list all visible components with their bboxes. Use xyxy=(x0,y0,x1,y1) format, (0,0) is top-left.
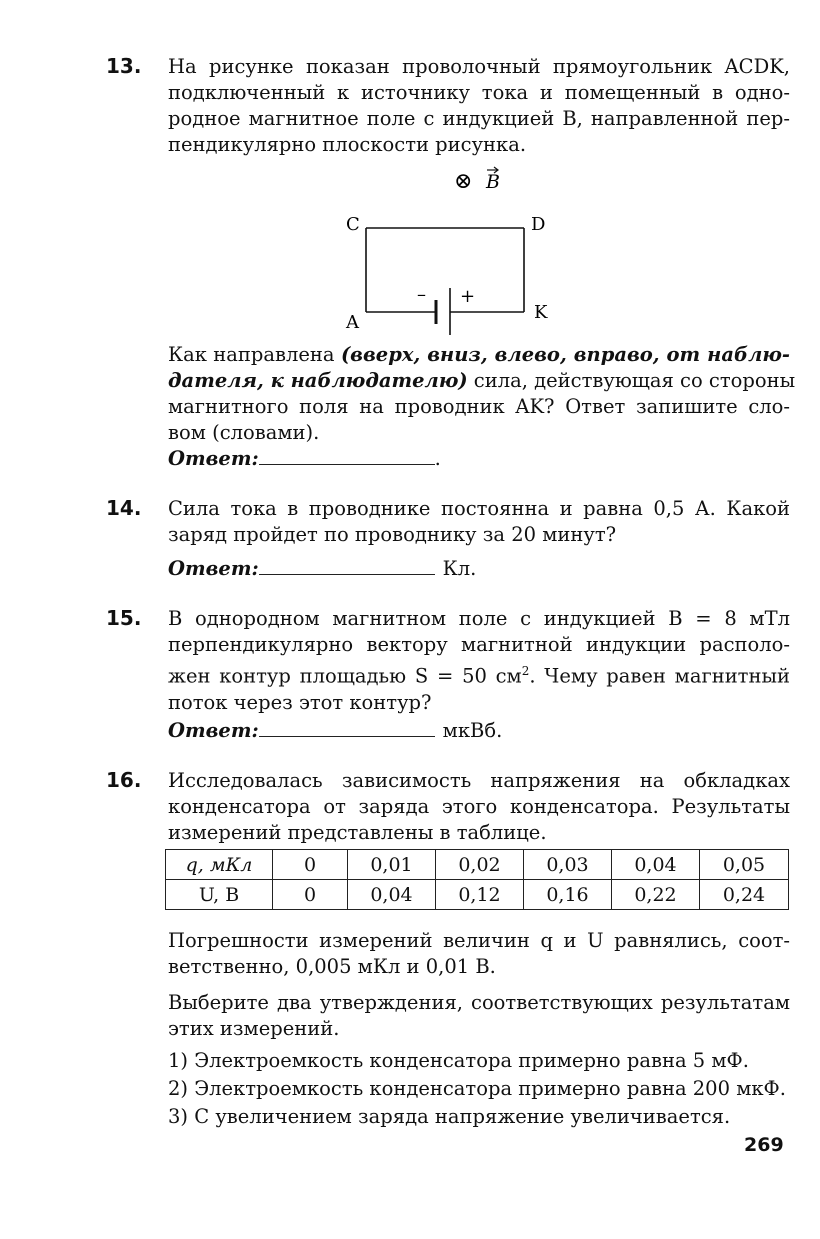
problem-text xyxy=(168,496,790,548)
table-cell: 0,03 xyxy=(524,850,612,880)
text-line: поток через этот контур? xyxy=(168,690,432,714)
text-line: ветственно, 0,005 мКл и 0,01 В. xyxy=(168,955,496,978)
table-cell: 0,22 xyxy=(612,880,700,910)
answer-unit: мкВб. xyxy=(442,719,503,742)
answer-line-15 xyxy=(168,718,502,744)
text-line: этих измерений. xyxy=(168,1017,340,1040)
text-line: дателя, к наблюдателю) сила, действующая со стороны xyxy=(168,369,796,392)
text-line: перпендикулярно вектору магнитной индукции располо- xyxy=(168,633,790,656)
table-cell: 0,04 xyxy=(348,880,436,910)
text-line: На рисунке показан проволочный прямоугольник ACDK, xyxy=(168,55,790,78)
problem-number: 14. xyxy=(106,496,142,520)
measurement-table xyxy=(165,849,789,910)
answer-line-14 xyxy=(168,556,476,582)
problem-13-question xyxy=(168,342,796,446)
text-line: Погрешности измерений величин q и U равнялись, соот- xyxy=(168,929,790,952)
text-line: магнитного поля на проводник AK? Ответ запишите сло- xyxy=(168,395,790,418)
problem-text xyxy=(168,768,790,846)
answer-unit: Кл. xyxy=(442,557,477,580)
page-number: 269 xyxy=(744,1134,784,1156)
table-row-u xyxy=(166,880,789,910)
vertex-a: A xyxy=(346,312,359,333)
text-line: Выберите два утверждения, соответствующих результатам xyxy=(168,991,790,1014)
table-cell: 0,01 xyxy=(348,850,436,880)
problem-text xyxy=(168,54,790,158)
text-line: жен контур площадью S = 50 $см^2$. Чему равен магнитный xyxy=(168,664,790,688)
text-line: пендикулярно плоскости рисунка. xyxy=(168,133,527,156)
vertex-c: C xyxy=(346,214,360,235)
table-row-q xyxy=(166,850,789,880)
text-line: вом (словами). xyxy=(168,421,320,444)
option-2: 2) Электроемкость конденсатора примерно равна 200 мкФ. xyxy=(168,1077,786,1100)
text-line: заряд пройдет по проводнику за 20 минут? xyxy=(168,523,617,546)
table-cell: 0,02 xyxy=(436,850,524,880)
row-header-q: q, мКл xyxy=(166,850,273,880)
table-cell: 0,16 xyxy=(524,880,612,910)
text-line: Сила тока в проводнике постоянна и равна 0,5 А. Какой xyxy=(168,497,790,520)
text-line: измерений представлены в таблице. xyxy=(168,821,547,844)
text-line: конденсатора от заряда этого конденсатора. Результаты xyxy=(168,795,790,818)
answer-line-13: Ответ: . xyxy=(168,447,441,470)
magnetic-field-symbol: ⊗ xyxy=(454,169,473,194)
problem-text xyxy=(168,606,790,716)
minus-sign: – xyxy=(417,284,426,305)
field-label: B xyxy=(486,171,500,193)
table-cell: 0 xyxy=(273,880,348,910)
answer-label: Ответ: xyxy=(168,447,259,470)
answer-blank[interactable] xyxy=(259,556,435,575)
answer-blank[interactable] xyxy=(259,718,435,737)
option-1: 1) Электроемкость конденсатора примерно равна 5 мФ. xyxy=(168,1049,749,1072)
table-cell: 0,24 xyxy=(700,880,789,910)
row-header-u: U, В xyxy=(166,880,273,910)
vertex-k: K xyxy=(534,302,548,323)
choose-text xyxy=(168,990,790,1042)
answer-label: Ответ: xyxy=(168,719,259,742)
circuit-diagram xyxy=(330,160,570,335)
errors-text xyxy=(168,928,790,980)
vertex-d: D xyxy=(531,214,546,235)
plus-sign: + xyxy=(460,286,476,307)
text-line: Исследовалась зависимость напряжения на обкладках xyxy=(168,769,790,792)
text-line: родное магнитное поле с индукцией B, направленной пер- xyxy=(168,107,790,130)
answer-label: Ответ: xyxy=(168,557,259,580)
table-cell: 0,12 xyxy=(436,880,524,910)
problem-number: 16. xyxy=(106,768,142,792)
text-line: В однородном магнитном поле с индукцией B = 8 мТл xyxy=(168,607,790,630)
option-3: 3) С увеличением заряда напряжение увеличивается. xyxy=(168,1105,731,1128)
text-line: подключенный к источнику тока и помещенный в одно- xyxy=(168,81,790,104)
table-cell: 0,05 xyxy=(700,850,789,880)
problem-number: 15. xyxy=(106,606,142,630)
answer-blank[interactable] xyxy=(259,446,435,465)
text-line: Как направлена (вверх, вниз, влево, вправо, от наблю- xyxy=(168,343,790,366)
problem-number: 13. xyxy=(106,54,142,78)
table-cell: 0 xyxy=(273,850,348,880)
table-cell: 0,04 xyxy=(612,850,700,880)
